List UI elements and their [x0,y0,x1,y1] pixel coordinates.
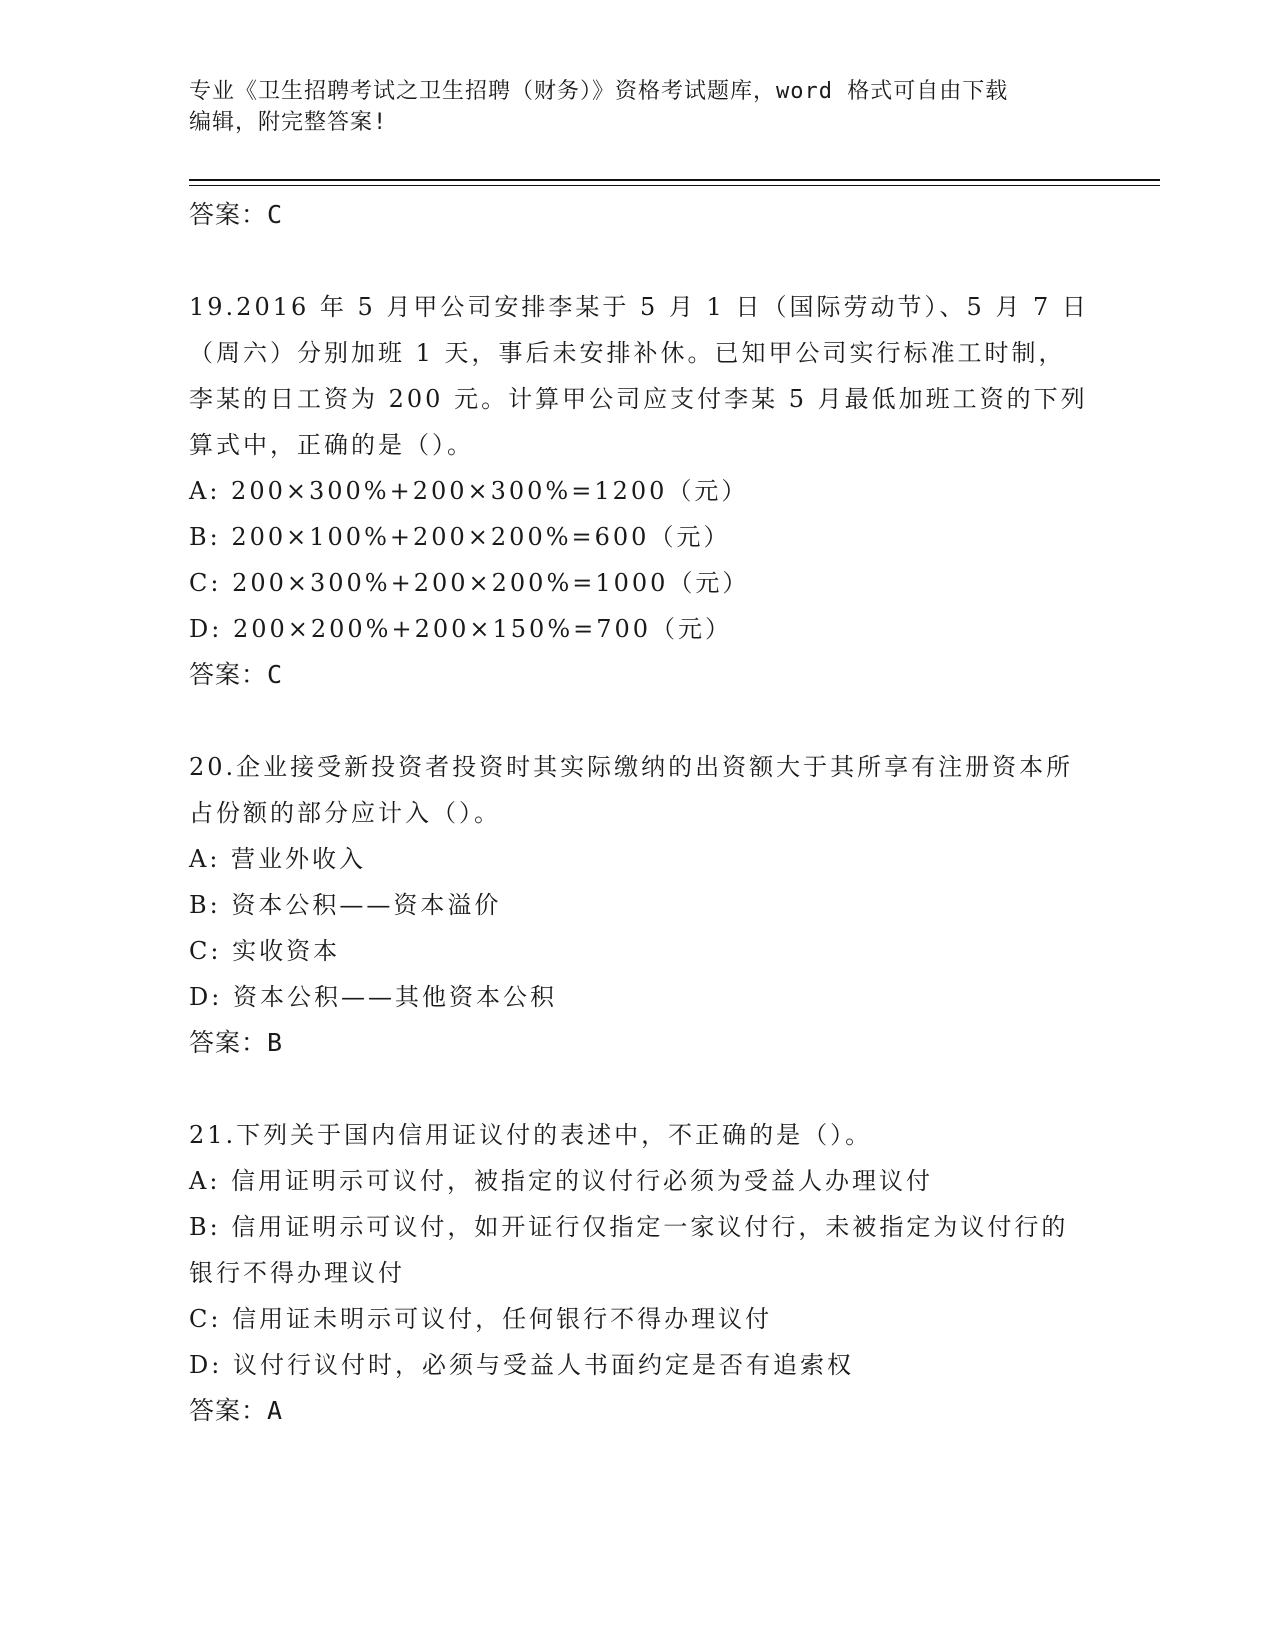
header-line-1: 专业《卫生招聘考试之卫生招聘（财务）》资格考试题库，word 格式可自由下载 [189,79,1009,104]
question-stem: 21.下列关于国内信用证议付的表述中，不正确的是（）。 [189,1121,873,1149]
option-b: B: 资本公积——资本溢价 [189,891,502,919]
question-stem: 20.企业接受新投资者投资时其实际缴纳的出资额大于其所享有注册资本所占份额的部分应计入（）。 [189,753,1074,827]
option-a: A: 信用证明示可议付，被指定的议付行必须为受益人办理议付 [189,1167,934,1195]
document-header [189,76,1089,138]
option-c: C: 200×300%+200×200%=1000（元） [189,569,750,597]
option-a: A: 200×300%+200×300%=1200（元） [189,477,749,505]
option-a: A: 营业外收入 [189,845,367,873]
question-stem: 19.2016 年 5 月甲公司安排李某于 5 月 1 日（国际劳动节）、5 月 7 日（周六）分别加班 1 天，事后未安排补休。已知甲公司实行标准工时制，李某的日工资为 200 元。计算甲公司应支付李某 5 月最低加班工资的下列算式中，正确的是（）。 [189,293,1089,459]
option-d: D: 200×200%+200×150%=700（元） [189,615,733,643]
option-d: D: 议付行议付时，必须与受益人书面约定是否有追索权 [189,1351,854,1379]
option-b: B: 信用证明示可议付，如开证行仅指定一家议付行，未被指定为议付行的银行不得办理议付 [189,1213,1069,1287]
answer-label: 答案：C [189,660,284,689]
header-divider-bottom [189,185,1160,186]
question-20 [189,744,1089,1066]
option-c: C: 实收资本 [189,937,341,965]
option-b: B: 200×100%+200×200%=600（元） [189,523,731,551]
option-d: D: 资本公积——其他资本公积 [189,983,557,1011]
question-21 [189,1112,1089,1434]
previous-answer: 答案：C [189,200,284,229]
header-divider-top [189,179,1160,181]
question-list [189,192,1089,1434]
header-line-2: 编辑，附完整答案! [189,110,388,135]
answer-label: 答案：B [189,1028,284,1057]
answer-label: 答案：A [189,1396,284,1425]
question-19 [189,284,1089,698]
option-c: C: 信用证未明示可议付，任何银行不得办理议付 [189,1305,773,1333]
